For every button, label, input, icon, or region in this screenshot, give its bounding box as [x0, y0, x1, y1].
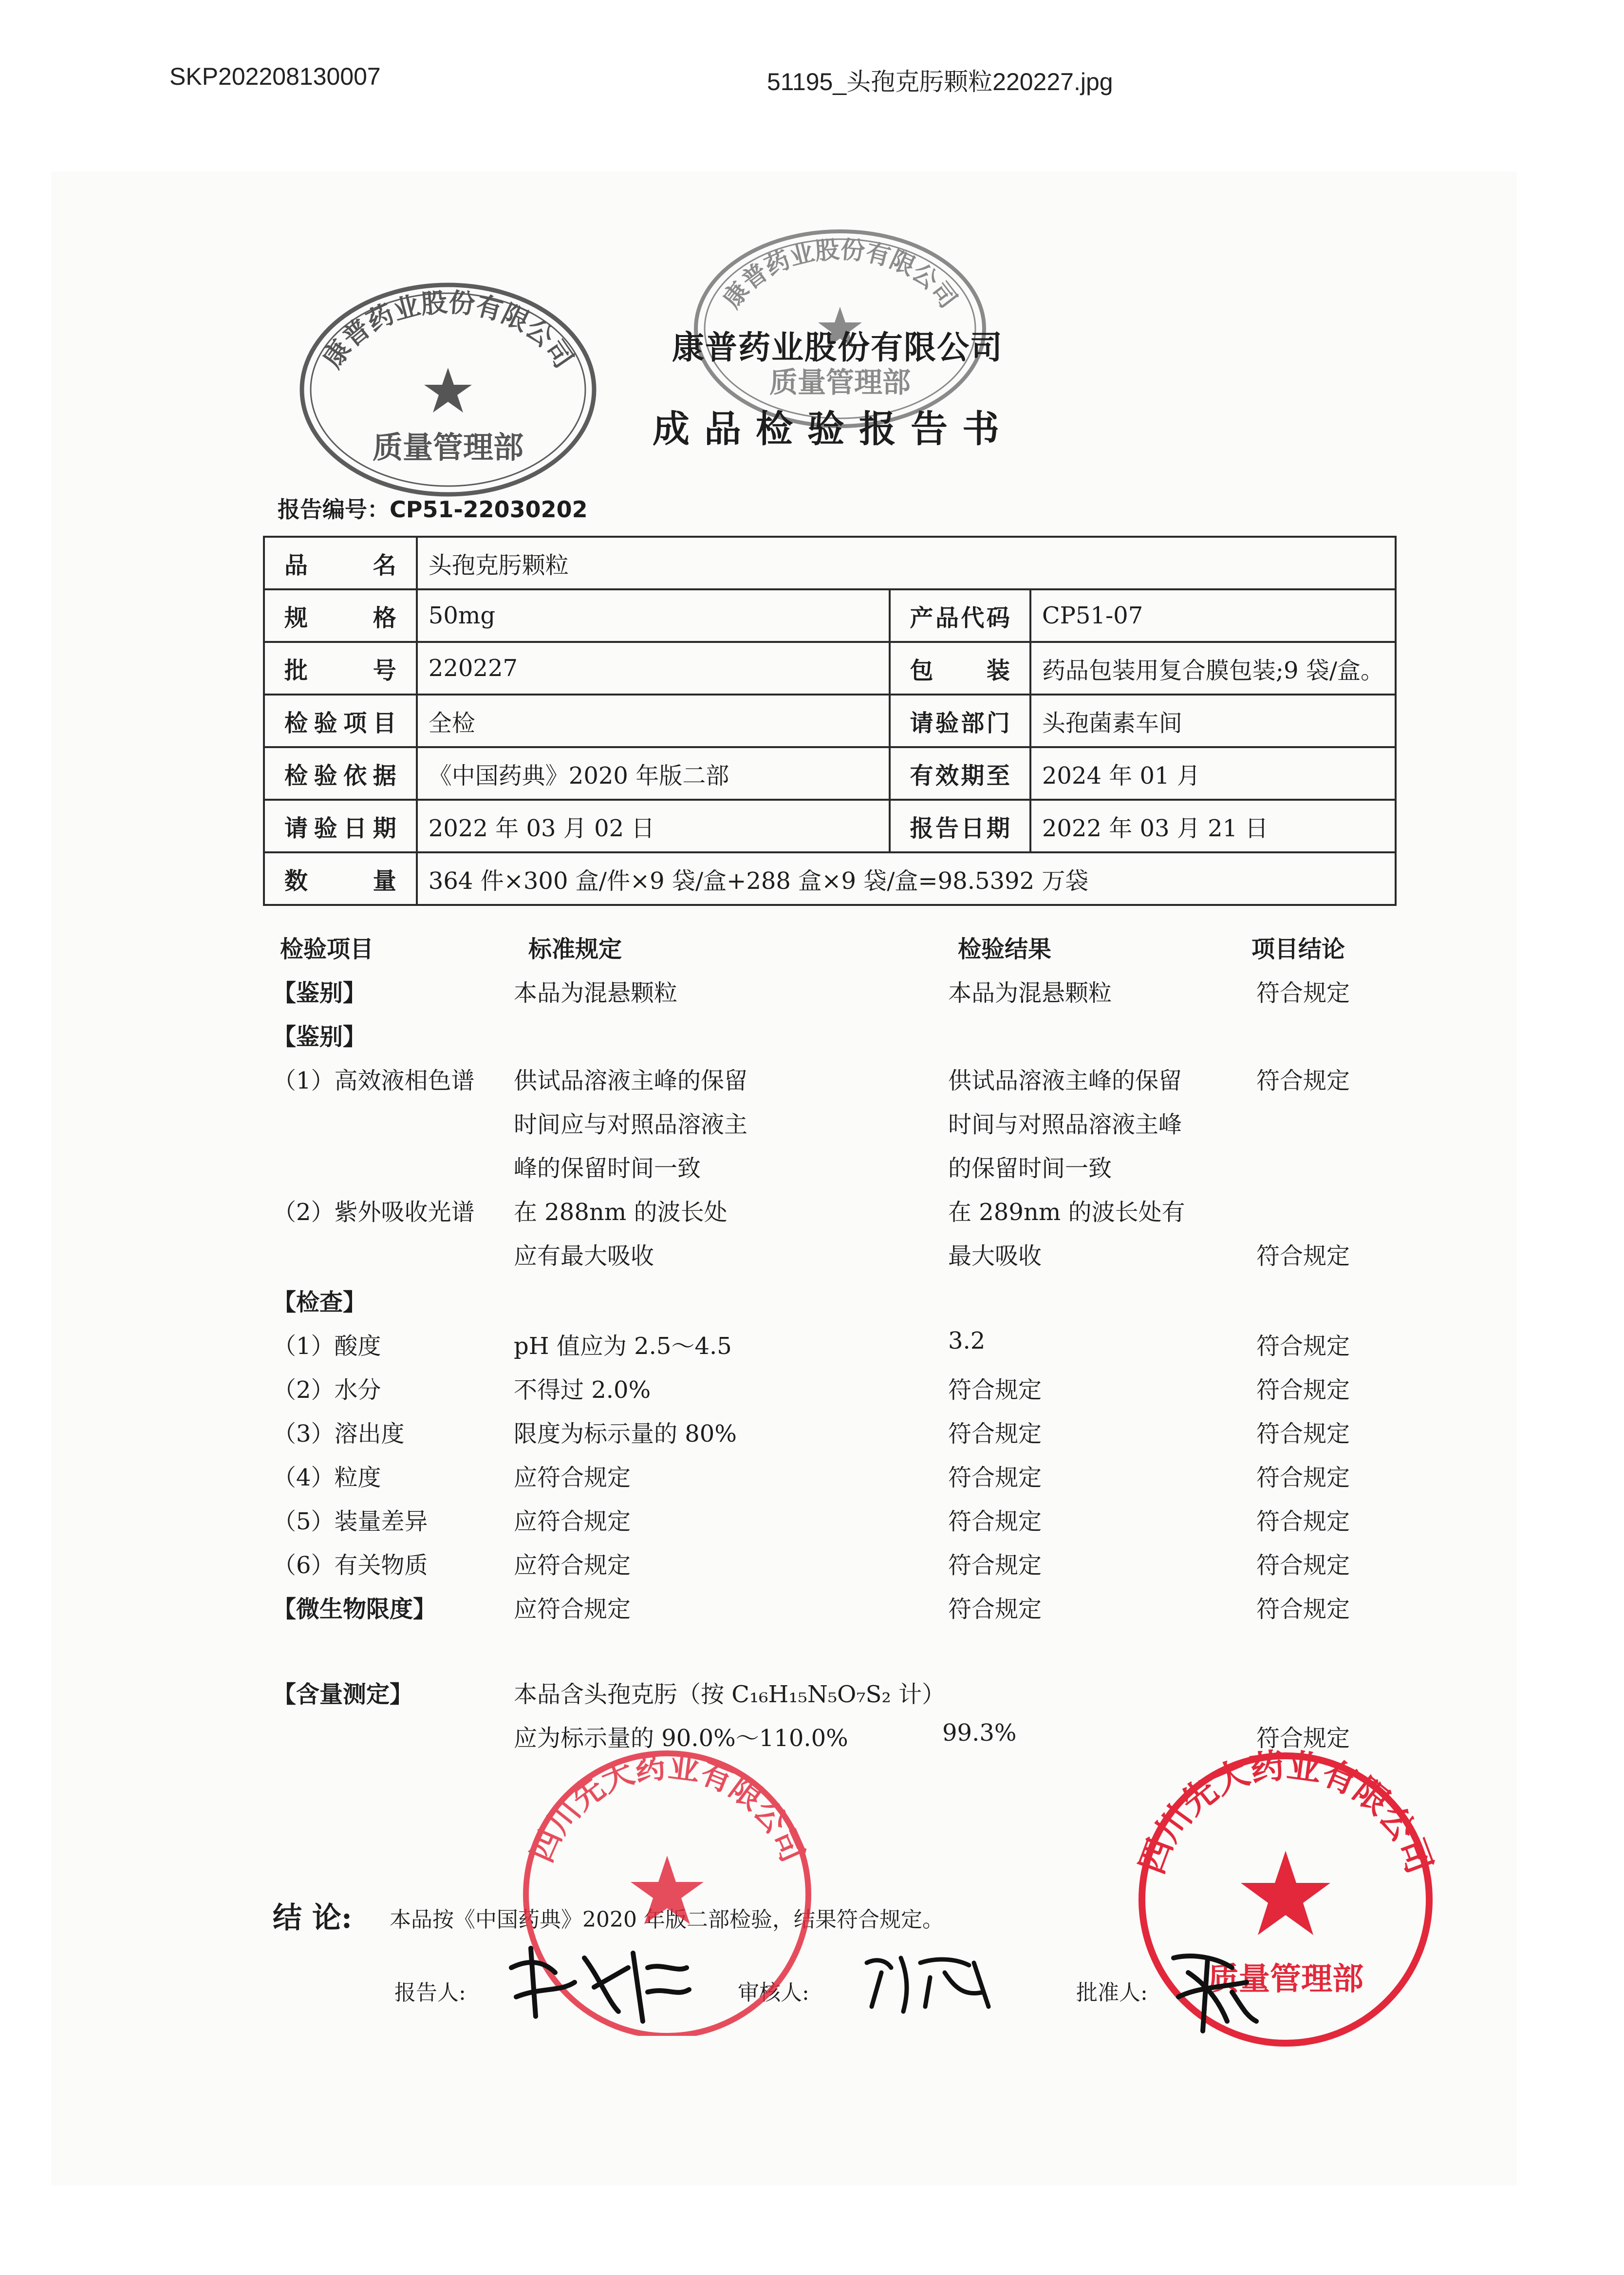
row-conclusion: 符合规定: [1256, 1725, 1350, 1752]
result-row: [265, 1283, 1400, 1327]
row-standard: 本品为混悬颗粒: [514, 979, 678, 1007]
expiry-label: 有效期至: [890, 747, 1030, 800]
row-result: 最大吸收: [948, 1242, 1042, 1270]
result-row: [265, 1149, 1400, 1193]
pack-label: 包 装: [890, 642, 1030, 695]
quantity-label: 数 量: [264, 852, 417, 905]
conclusion-text: 本品按《中国药典》2020 年版二部检验，结果符合规定。: [390, 1907, 944, 1932]
row-conclusion: 符合规定: [1256, 1508, 1350, 1535]
row-result: 时间与对照品溶液主峰: [948, 1111, 1182, 1138]
code-label: 产品代码: [890, 589, 1030, 642]
row-result: 的保留时间一致: [948, 1155, 1112, 1182]
product-info-table: [263, 536, 1397, 906]
result-row: [265, 1062, 1400, 1106]
result-row: [265, 1546, 1400, 1590]
svg-text:四川先大药业有限公司: 四川先大药业有限公司: [1131, 1745, 1440, 1879]
company-name: 康普药业股份有限公司: [672, 328, 1003, 366]
row-standard: 应为标示量的 90.0%～110.0%: [514, 1725, 848, 1752]
svg-text:质量管理部: 质量管理部: [372, 430, 524, 465]
row-result: 3.2: [948, 1327, 986, 1354]
row-standard: 不得过 2.0%: [514, 1376, 651, 1404]
row-item: （2）紫外吸收光谱: [273, 1199, 475, 1226]
row-standard: pH 值应为 2.5～4.5: [514, 1333, 732, 1360]
row-standard: 应符合规定: [514, 1596, 631, 1623]
basis-label: 检验依据: [264, 747, 417, 800]
row-standard: 本品含头孢克肟（按 C₁₆H₁₅N₅O₇S₂ 计）: [514, 1681, 946, 1708]
request-date-value: 2022 年 03 月 02 日: [417, 800, 890, 852]
row-conclusion: 符合规定: [1256, 979, 1350, 1007]
product-value: 头孢克肟颗粒: [417, 537, 1396, 589]
result-row: [265, 974, 1400, 1018]
row-item: （1）酸度: [273, 1333, 381, 1360]
row-item: 【鉴别】: [273, 979, 367, 1007]
row-standard: 应有最大吸收: [514, 1242, 654, 1270]
row-standard: 时间应与对照品溶液主: [514, 1111, 748, 1138]
result-row: [265, 1675, 1400, 1719]
product-label: 品 名: [264, 537, 417, 589]
row-conclusion: 符合规定: [1256, 1552, 1350, 1579]
result-row: [265, 1459, 1400, 1503]
row-item: （1）高效液相色谱: [273, 1067, 475, 1094]
result-row: [265, 1415, 1400, 1459]
header-conclusion: 项目结论: [1251, 936, 1345, 963]
reporter-label: 报告人:: [394, 1980, 466, 2005]
row-result: 符合规定: [948, 1420, 1042, 1448]
info-row-batch: [264, 642, 1396, 695]
row-item: （2）水分: [273, 1376, 381, 1404]
header-standard: 标准规定: [528, 936, 622, 963]
svg-text:康普药业股份有限公司: 康普药业股份有限公司: [717, 235, 963, 314]
row-conclusion: 符合规定: [1256, 1420, 1350, 1448]
basis-value: 《中国药典》2020 年版二部: [417, 747, 890, 800]
approver-label: 批准人:: [1076, 1980, 1148, 2005]
results-header: [265, 930, 1400, 974]
row-item: 【鉴别】: [273, 1023, 367, 1051]
row-result: 在 289nm 的波长处有: [948, 1199, 1185, 1226]
result-row: [265, 1237, 1400, 1281]
quality-dept-stamp-left: [292, 278, 604, 502]
reviewer-label: 审核人:: [738, 1980, 809, 2005]
row-standard: 应符合规定: [514, 1508, 631, 1535]
row-result: 符合规定: [948, 1376, 1042, 1404]
row-conclusion: 符合规定: [1256, 1464, 1350, 1491]
approver-signature: [1159, 1938, 1266, 2036]
info-row-quantity: [264, 852, 1396, 905]
row-item: （5）装量差异: [273, 1508, 428, 1535]
row-conclusion: 符合规定: [1256, 1067, 1350, 1094]
item-value: 全检: [417, 695, 890, 747]
row-standard: 限度为标示量的 80%: [514, 1420, 737, 1448]
batch-label: 批 号: [264, 642, 417, 695]
row-result: 符合规定: [948, 1596, 1042, 1623]
result-row: [265, 1503, 1400, 1546]
row-result: 符合规定: [948, 1552, 1042, 1579]
quantity-value: 364 件×300 盒/件×9 袋/盒+288 盒×9 袋/盒=98.5392 万袋: [417, 852, 1396, 905]
row-conclusion: 符合规定: [1256, 1333, 1350, 1360]
row-standard: 供试品溶液主峰的保留: [514, 1067, 748, 1094]
result-row: [265, 1193, 1400, 1237]
result-row: [265, 1371, 1400, 1415]
conclusion-label: 结 论:: [273, 1901, 353, 1935]
report-number: 报告编号：CP51-22030202: [278, 496, 588, 523]
row-result: 符合规定: [948, 1464, 1042, 1491]
result-row: [265, 1327, 1400, 1371]
item-label: 检验项目: [264, 695, 417, 747]
row-standard: 峰的保留时间一致: [514, 1155, 701, 1182]
code-value: CP51-07: [1030, 589, 1396, 642]
row-item: 【含量测定】: [273, 1681, 413, 1708]
header-item: 检验项目: [280, 936, 374, 963]
info-row-item: [264, 695, 1396, 747]
file-name: 51195_头孢克肟颗粒220227.jpg: [767, 68, 1113, 95]
info-row-spec: [264, 589, 1396, 642]
svg-text:质量管理部: 质量管理部: [769, 366, 911, 399]
svg-text:质量管理部: 质量管理部: [1208, 1961, 1363, 1997]
result-row: [265, 1018, 1400, 1062]
report-date-value: 2022 年 03 月 21 日: [1030, 800, 1396, 852]
batch-value: 220227: [417, 642, 890, 695]
row-standard: 应符合规定: [514, 1464, 631, 1491]
row-result: 供试品溶液主峰的保留: [948, 1067, 1182, 1094]
row-item: 【检查】: [273, 1289, 367, 1316]
result-row: [265, 1106, 1400, 1149]
info-row-basis: [264, 747, 1396, 800]
expiry-value: 2024 年 01 月: [1030, 747, 1396, 800]
pack-value: 药品包装用复合膜包装;9 袋/盒。: [1030, 642, 1396, 695]
row-conclusion: 符合规定: [1256, 1596, 1350, 1623]
report-title: 成品检验报告书: [653, 407, 1014, 451]
spec-label: 规 格: [264, 589, 417, 642]
row-standard: 在 288nm 的波长处: [514, 1199, 728, 1226]
spec-value: 50mg: [417, 589, 890, 642]
row-conclusion: 符合规定: [1256, 1242, 1350, 1270]
report-date-label: 报告日期: [890, 800, 1030, 852]
row-item: （3）溶出度: [273, 1420, 405, 1448]
reporter-signature: [502, 1938, 696, 2026]
row-result: 99.3%: [942, 1719, 1017, 1747]
svg-text:康普药业股份有限公司: 康普药业股份有限公司: [317, 287, 579, 374]
dept-value: 头孢菌素车间: [1030, 695, 1396, 747]
svg-text:四川先大药业有限公司: 四川先大药业有限公司: [523, 1749, 811, 1868]
header-result: 检验结果: [958, 936, 1052, 963]
row-result: 本品为混悬颗粒: [948, 979, 1112, 1007]
request-date-label: 请验日期: [264, 800, 417, 852]
result-row: [265, 1590, 1400, 1634]
row-item: （6）有关物质: [273, 1552, 428, 1579]
row-item: （4）粒度: [273, 1464, 381, 1491]
dept-label: 请验部门: [890, 695, 1030, 747]
row-result: 符合规定: [948, 1508, 1042, 1535]
info-row-product: [264, 537, 1396, 589]
row-conclusion: 符合规定: [1256, 1376, 1350, 1404]
file-id: SKP202208130007: [169, 63, 381, 90]
info-row-dates: [264, 800, 1396, 852]
row-item: 【微生物限度】: [273, 1596, 437, 1623]
row-standard: 应符合规定: [514, 1552, 631, 1579]
reviewer-signature: [857, 1943, 1003, 2016]
